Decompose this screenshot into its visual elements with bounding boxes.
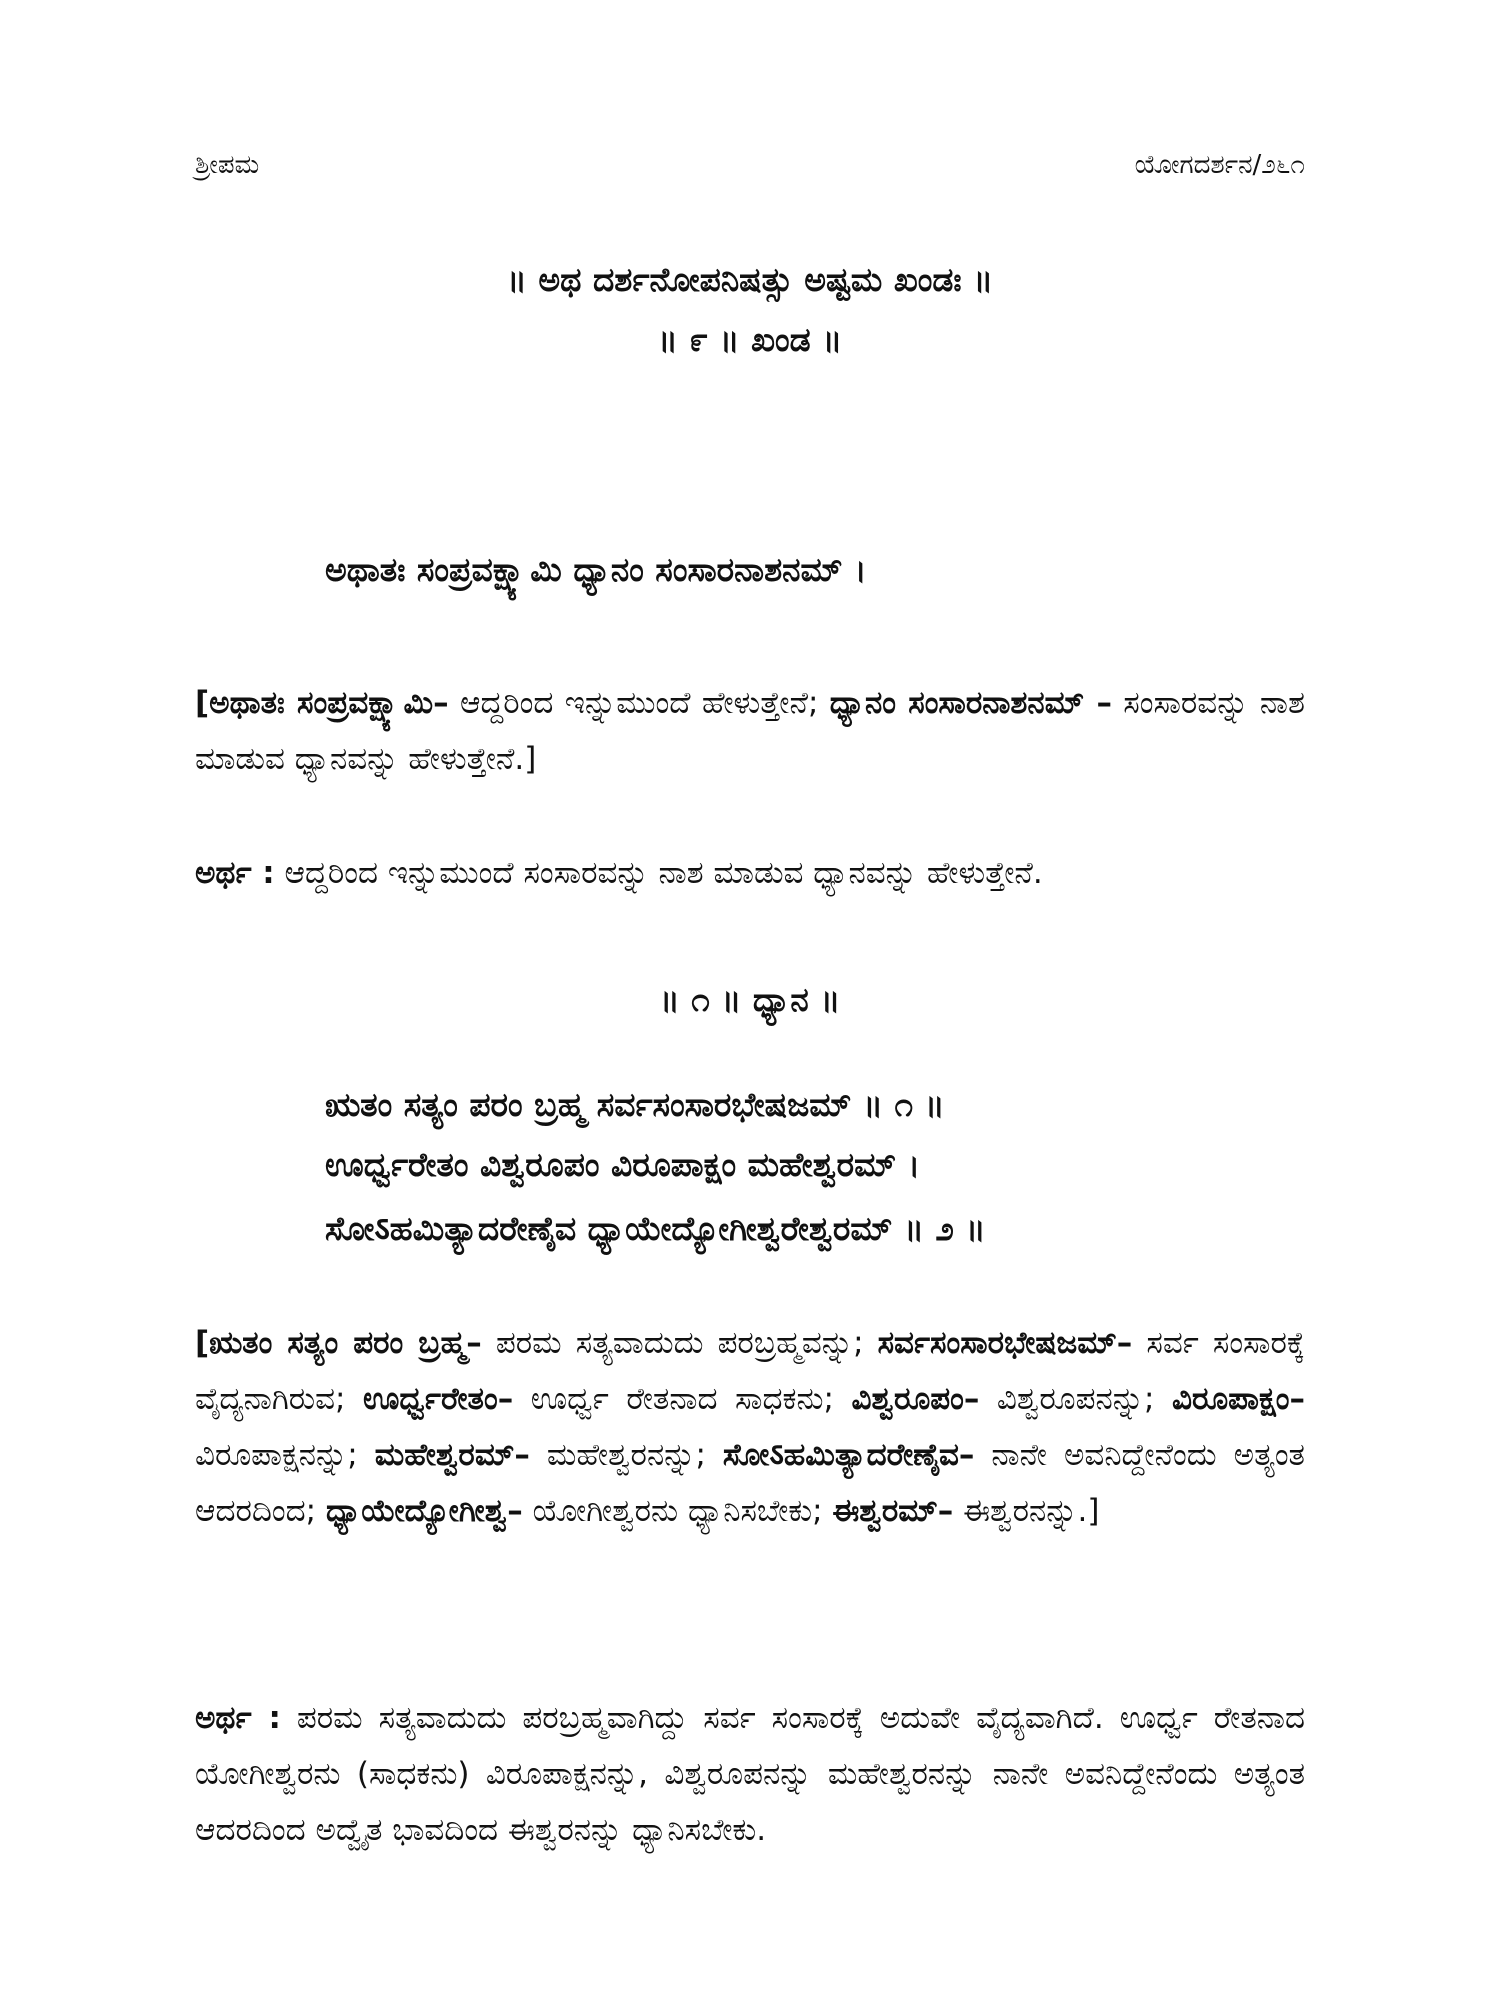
gloss-term: ಸೋऽಹಮಿತ್ಯಾದರೇಣೈವ– bbox=[722, 1437, 975, 1473]
gloss-term: ಊರ್ಧ್ವರೇತಂ– bbox=[362, 1381, 514, 1417]
section-heading: ॥ ೧ ॥ ಧ್ಯಾನ ॥ bbox=[659, 980, 841, 1019]
header-right-page-number: ಯೋಗದರ್ಶನ/೨೬೧ bbox=[1134, 150, 1305, 180]
gloss-text: ಊರ್ಧ್ವ ರೇತನಾದ ಸಾಧಕನು; bbox=[513, 1381, 852, 1417]
verse-line-2: ಊರ್ಧ್ವರೇತಂ ವಿಶ್ವರೂಪಂ ವಿರೂಪಾಕ್ಷಂ ಮಹೇಶ್ವರಮ್ । bbox=[325, 1145, 921, 1184]
gloss-term: [ಅಥಾತಃ ಸಂಪ್ರವಕ್ಷ್ಯಾಮಿ– bbox=[195, 685, 449, 721]
gloss-term: ಧ್ಯಾನಂ ಸಂಸಾರನಾಶನಮ್ – bbox=[829, 685, 1112, 721]
chapter-title: ॥ ಅಥ ದರ್ಶನೋಪನಿಷತ್ಸು ಅಷ್ಟಮ ಖಂಡಃ ॥ bbox=[506, 260, 994, 299]
meaning-text: ಪರಮ ಸತ್ಯವಾದುದು ಪರಬ್ರಹ್ಮವಾಗಿದ್ದು ಸರ್ವ ಸಂಸಾರಕ್ಕೆ ಅದುವೇ ವೈದ್ಯವಾಗಿದೆ. ಊರ್ಧ್ವ ರೇತನಾದ ಯೋಗೀಶ್ವರನು (ಸಾಧಕನು) ವಿರೂಪಾಕ್ಷನನ್ನು, ವಿಶ್ವರೂಪನನ್ನು ಮಹೇಶ್ವರನನ್ನು ನಾನೇ ಅವನಿದ್ದೇನೆಂದು ಅತ್ಯಂತ ಆದರದಿಂದ ಅದ್ವೈತ ಭಾವದಿಂದ ಈಶ್ವರನನ್ನು ಧ್ಯಾನಿಸಬೇಕು. bbox=[195, 1700, 1305, 1848]
verse-line-3: ಸೋऽಹಮಿತ್ಯಾದರೇಣೈವ ಧ್ಯಾಯೇದ್ಯೋಗೀಶ್ವರೇಶ್ವರಮ್ ॥ ೨ ॥ bbox=[325, 1209, 986, 1248]
header-left: ಶ್ರೀಪಮ bbox=[195, 150, 260, 180]
gloss-text: ಸರ್ವ ಸಂಸಾರಕ್ಕೆ ವೈದ್ಯನಾಗಿರುವ; bbox=[195, 1325, 1305, 1417]
gloss-text: ಯೋಗೀಶ್ವರನು ಧ್ಯಾನಿಸಬೇಕು; bbox=[522, 1493, 833, 1529]
gloss-term: ಮಹೇಶ್ವರಮ್– bbox=[374, 1437, 530, 1473]
gloss-text: ಈಶ್ವರನನ್ನು.] bbox=[953, 1493, 1100, 1529]
gloss-text: ಸಂಸಾರವನ್ನು ನಾಶ ಮಾಡುವ ಧ್ಯಾನವನ್ನು ಹೇಳುತ್ತೇನೆ.] bbox=[195, 685, 1305, 777]
gloss-text: ವಿರೂಪಾಕ್ಷನನ್ನು; bbox=[195, 1437, 375, 1473]
gloss-text: ಮಹೇಶ್ವರನನ್ನು; bbox=[529, 1437, 723, 1473]
gloss-term: ಸರ್ವಸಂಸಾರಭೇಷಜಮ್– bbox=[877, 1325, 1133, 1361]
gloss-term: ಧ್ಯಾಯೇದ್ಯೋಗೀಶ್ವ– bbox=[325, 1493, 523, 1529]
gloss-term: ವಿರೂಪಾಕ್ಷಂ– bbox=[1171, 1381, 1305, 1417]
meaning-label: ಅರ್ಥ : bbox=[195, 855, 275, 891]
meaning-paragraph-2 bbox=[195, 1690, 1305, 1858]
intro-verse: ಅಥಾತಃ ಸಂಪ್ರವಕ್ಷ್ಯಾಮಿ ಧ್ಯಾನಂ ಸಂಸಾರನಾಶನಮ್ । bbox=[325, 550, 867, 589]
gloss-text: ವಿಶ್ವರೂಪನನ್ನು; bbox=[979, 1381, 1172, 1417]
meaning-text: ಆದ್ದರಿಂದ ಇನ್ನುಮುಂದೆ ಸಂಸಾರವನ್ನು ನಾಶ ಮಾಡುವ ಧ್ಯಾನವನ್ನು ಹೇಳುತ್ತೇನೆ. bbox=[274, 855, 1043, 891]
gloss-paragraph-2 bbox=[195, 1315, 1305, 1539]
gloss-paragraph-1 bbox=[195, 675, 1305, 787]
gloss-term: ವಿಶ್ವರೂಪಂ– bbox=[851, 1381, 980, 1417]
meaning-label: ಅರ್ಥ : bbox=[195, 1700, 281, 1736]
gloss-text: ಪರಮ ಸತ್ಯವಾದುದು ಪರಬ್ರಹ್ಮವನ್ನು; bbox=[481, 1325, 878, 1361]
gloss-term: [ಋತಂ ಸತ್ಯಂ ಪರಂ ಬ್ರಹ್ಮ– bbox=[195, 1325, 482, 1361]
gloss-text: ನಾನೇ ಅವನಿದ್ದೇನೆಂದು ಅತ್ಯಂತ ಆದರದಿಂದ; bbox=[195, 1437, 1305, 1529]
document-page bbox=[195, 150, 1305, 1950]
gloss-text: ಆದ್ದರಿಂದ ಇನ್ನುಮುಂದೆ ಹೇಳುತ್ತೇನೆ; bbox=[448, 685, 830, 721]
chapter-subtitle: ॥ ೯ ॥ ಖಂಡ ॥ bbox=[657, 320, 843, 359]
gloss-term: ಈಶ್ವರಮ್– bbox=[832, 1493, 954, 1529]
verse-line-1: ಋತಂ ಸತ್ಯಂ ಪರಂ ಬ್ರಹ್ಮ ಸರ್ವಸಂಸಾರಭೇಷಜಮ್ ॥ ೧ ॥ bbox=[325, 1085, 945, 1124]
page-header bbox=[195, 150, 1305, 190]
meaning-paragraph-1 bbox=[195, 845, 1305, 901]
